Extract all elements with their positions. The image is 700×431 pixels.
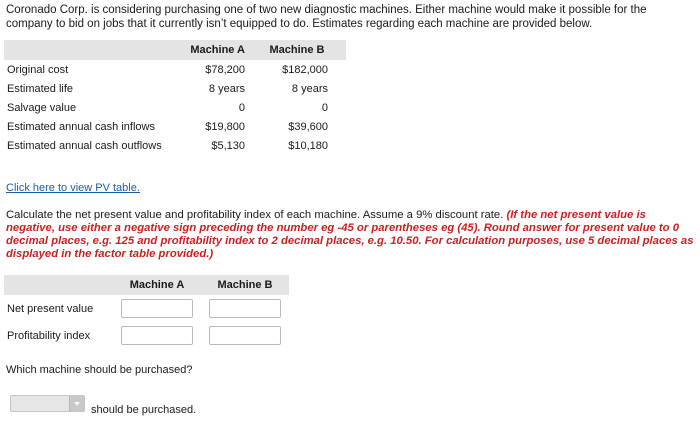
row-label: Estimated annual cash inflows	[7, 120, 155, 133]
header-machine-a: Machine A	[183, 40, 248, 60]
row-label: Original cost	[7, 63, 69, 76]
answer-header-row	[4, 275, 289, 295]
question-prompt: Calculate the net present value and profitability index of each machine. Assume a 9% discount rate.	[6, 209, 504, 221]
answer-row-label: Net present value	[7, 302, 94, 315]
table-row	[4, 117, 346, 136]
table-row	[4, 322, 289, 349]
row-label: Salvage value	[7, 101, 77, 114]
chevron-down-icon[interactable]	[69, 396, 84, 411]
pv-table-link[interactable]: Click here to view PV table.	[6, 182, 140, 194]
machine-a-value: $19,800	[205, 120, 245, 133]
machine-b-value: $10,180	[288, 139, 328, 152]
machine-a-value: $5,130	[211, 139, 245, 152]
machine-a-value: $78,200	[205, 63, 245, 76]
machine-estimates-table	[4, 40, 346, 155]
machine-a-value: 0	[238, 101, 245, 114]
header-machine-b: Machine B	[248, 40, 346, 60]
machine-a-value: 8 years	[208, 82, 245, 95]
pi-machine-a-input[interactable]	[121, 326, 193, 345]
table-header-row	[4, 40, 346, 60]
question-text	[6, 209, 696, 261]
pi-machine-b-input[interactable]	[209, 326, 281, 345]
table-row	[4, 79, 346, 98]
machine-b-value: 8 years	[291, 82, 328, 95]
machine-b-value: $39,600	[288, 120, 328, 133]
table-row	[4, 295, 289, 322]
machine-select-dropdown[interactable]	[10, 395, 85, 412]
table-row	[4, 98, 346, 117]
row-label: Estimated annual cash outflows	[7, 139, 162, 152]
purchase-suffix: should be purchased.	[91, 404, 197, 416]
which-machine-question: Which machine should be purchased?	[6, 364, 193, 376]
machine-b-value: 0	[321, 101, 328, 114]
question-instructions: (If the net present value is negative, use either a negative sign preceding the number eg -45 or parentheses eg (45). Round answer for present value to 0 decimal places, e.g. 125 and profitability index to 2 decimal places, e.g. 10.50. For calculation purposes, use 5 decimal places as displayed in the factor table provided.)	[6, 209, 694, 260]
answer-header-blank	[4, 275, 113, 295]
header-blank	[4, 40, 183, 60]
answer-header-machine-b: Machine B	[201, 275, 289, 295]
machine-b-value: $182,000	[282, 63, 328, 76]
npv-machine-a-input[interactable]	[121, 299, 193, 318]
npv-machine-b-input[interactable]	[209, 299, 281, 318]
table-row	[4, 60, 346, 79]
answer-table	[4, 275, 289, 349]
row-label: Estimated life	[7, 82, 74, 95]
table-row	[4, 136, 346, 155]
answer-row-label: Profitability index	[7, 329, 91, 342]
problem-intro: Coronado Corp. is considering purchasing one of two new diagnostic machines. Either machine would make it possible for the company to bid on jobs that it currently isn’t equipped to do. Estimates regarding each machine are provided below.	[6, 4, 647, 30]
answer-header-machine-a: Machine A	[113, 275, 201, 295]
